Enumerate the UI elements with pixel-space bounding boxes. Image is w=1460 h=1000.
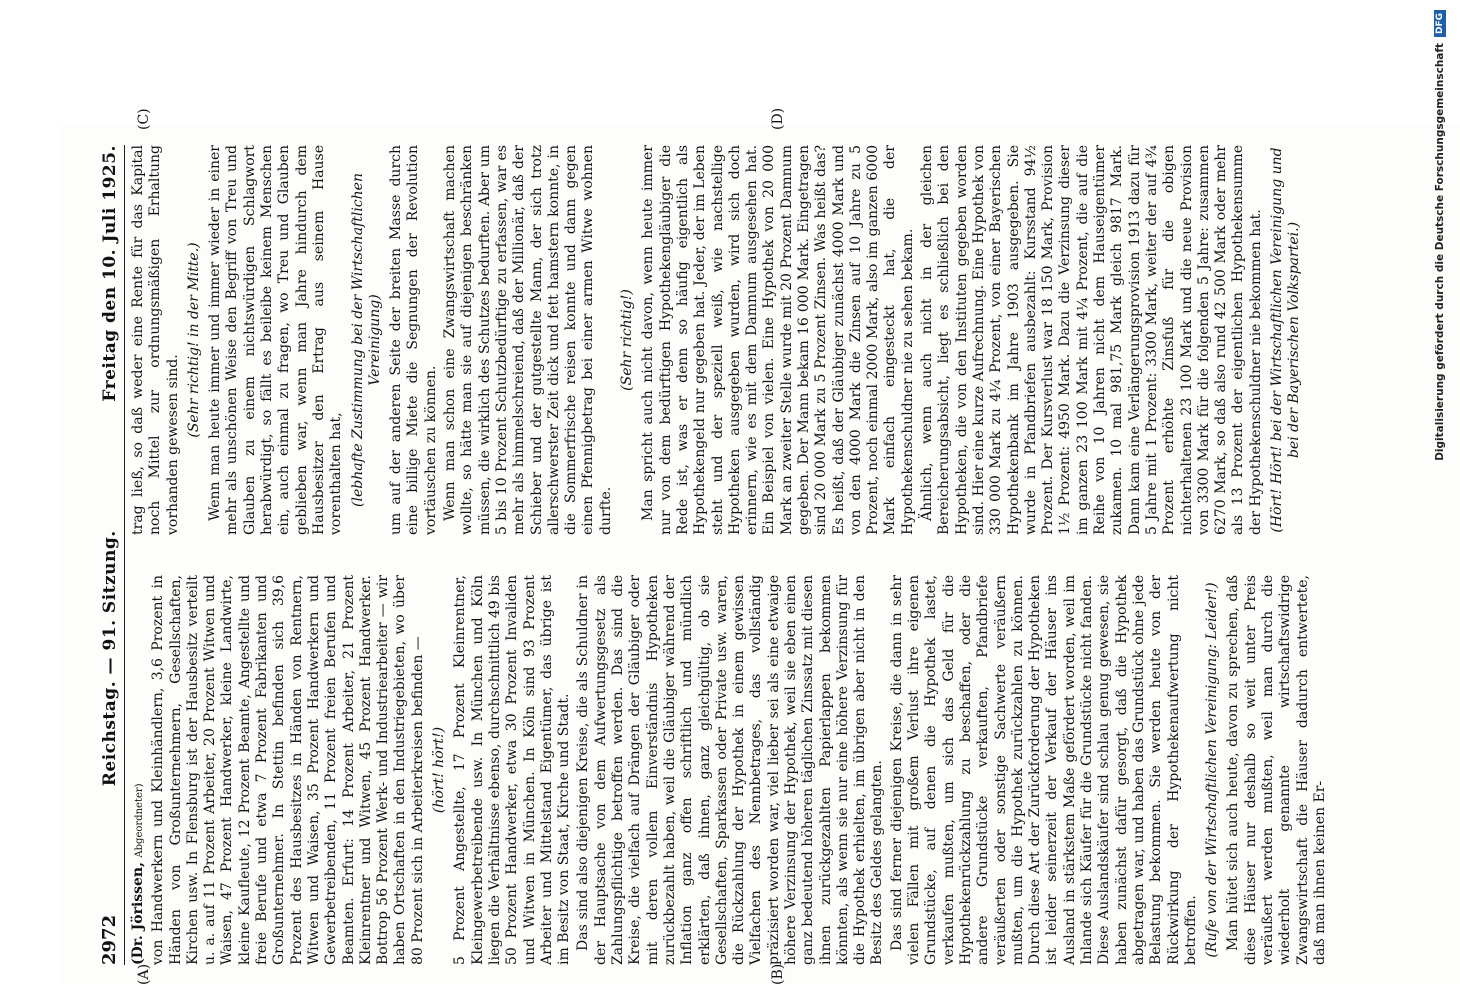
rotated-page bbox=[60, 107, 1460, 985]
digitization-credit bbox=[1405, 13, 1446, 980]
paragraph: Man spricht auch nicht davon, wenn heute immer nur von dem bedürftigen Hypothekengläubiger die Rede ist, was er denn so häufig eigentlich als Hypothekengeld nur gegeben hat. Jeder, der im Leben steht und der speziell weiß, wie nachstellige Hypotheken ausgegeben wurden, wird sich doch erinnern, wie es mit dem Damnum ausgesehen hat. Ein Beispiel von vielen. Eine Hypothek von 20 000 Mark an zweiter Stelle wurde mit 20 Prozent Damnum gegeben. Der Mann bekam 16 000 Mark. Eingetragen sind 20 000 Mark zu 5 Prozent Zinsen. Was heißt das? Es heißt, daß der Gläubiger zunächst 4000 Mark und von den 4000 Mark die Zinsen auf 10 Jahre zu 5 Prozent, noch einmal 2000 Mark, also im ganzen 6000 Mark einfach eingesteckt hat, die der Hypothekenschuldner nie zu sehen bekam. bbox=[640, 145, 916, 535]
speaker-line bbox=[130, 575, 148, 965]
speaker-role: Abgeordneter) bbox=[134, 783, 145, 858]
margin-marker-a: (A) bbox=[136, 963, 152, 985]
interjection: (Rufe von der Wirtschaftlichen Vereinigung: Leider!) bbox=[1204, 582, 1221, 958]
interjection: (Sehr richtig!) bbox=[619, 289, 636, 391]
page-header bbox=[80, 145, 125, 965]
credit-text: Digitalisierung gefördert durch die Deutsche Forschungsgemeinschaft bbox=[1434, 43, 1446, 461]
left-column bbox=[130, 575, 1430, 965]
paragraph: Das sind also diejenigen Kreise, die als Schuldner in der Hauptsache von dem Aufwertungsgesetz als Zahlungspflichtige betroffen werden. Das sind die Kreise, die vielfach auf Drängen der Gläubiger oder mit deren vollem Einverständnis Hypotheken zurückbezahlt haben, weil die Gläubiger während der Inflation ganz offen schriftlich und mündlich erklärten, daß ihnen, ganz gleichgültig, ob sie Gesellschaften, Sparkassen oder Private usw. waren, die Rückzahlung der Hypothek in einem gewissen Vielfachen des Nennbetrages, das vollständig präzisiert worden war, viel lieber sei als eine etwaige höhere Verzinsung der Hypothek, weil sie eben einen ganz bedeutend höheren täglichen Zinssatz mit diesen ihnen zurückgezahlten Papierlappen bekommen könnten, als wenn sie nur eine höhere Verzinsung für die Hypothek erhielten, im übrigen aber nicht in den Besitz des Geldes gelangten. bbox=[575, 575, 886, 965]
paragraph: von Handwerkern und Kleinhändlern, 3,6 Prozent in Händen von Großunternehmern, Gesellschaften, Kirchen usw. In Flensburg ist der Hausbesitz verteilt u. a. auf 11 Prozent Arbeiter, 20 Prozent Witwen und Waisen, 47 Prozent Handwerker, kleine Landwirte, kleine Kaufleute, 12 Prozent Beamte, Angestellte und freie Berufe und etwa 7 Prozent Fabrikanten und Großunternehmer. In Stettin befinden sich 39,6 Prozent des Hausbesitzes in Händen von Rentnern, Witwen und Waisen, 35 Prozent Handwerkern und Gewerbetreibenden, 11 Prozent freien Berufen und Beamten. Erfurt: 14 Prozent Arbeiter, 21 Prozent Kleinrentner und Witwen, 45 Prozent Handwerker. Bottrop 56 Prozent Werk- und Industriearbeiter — wir haben Ortschaften in den Industriegebieten, wo über 80 Prozent sich in Arbeiterkreisen befinden — bbox=[150, 575, 426, 965]
margin-marker-b: (B) bbox=[770, 963, 786, 985]
paragraph: 5 Prozent Angestellte, 17 Prozent Kleinrentner, Kleingewerbetreibende usw. In München und Köln liegen die Verhältnisse ebenso, durchschnittlich 49 bis 50 Prozent Handwerker, etwa 30 Prozent Invaliden und Witwen in München. In Köln sind 93 Prozent Arbeiter und Mittelstand Eigentümer, das übrige ist im Besitz von Staat, Kirche und Stadt. bbox=[452, 575, 573, 965]
paragraph: trag ließ, so daß weder eine Rente für das Kapital noch Mittel zur ordnungsmäßigen Erhaltung vorhanden gewesen sind. bbox=[130, 145, 181, 535]
right-column bbox=[130, 145, 1430, 535]
interjection: (hört! hört!) bbox=[431, 726, 448, 814]
text-columns bbox=[130, 107, 1430, 985]
interjection: (Hört! Hört! bei der Wirtschaftlichen Vereinigung und bei der Bayerischen Volkspartei.) bbox=[1269, 147, 1303, 533]
dfg-logo: DFG bbox=[1434, 10, 1446, 37]
margin-marker-d: (D) bbox=[770, 107, 786, 130]
paragraph: Wenn man schon eine Zwangswirtschaft machen wollte, so hätte man sie auf diejenigen beschränken müssen, die wirklich des Schutzes bedurften. Aber um 5 bis 10 Prozent Schutzbedürftige zu erfassen, war es mehr als himmelschreiend, daß der Millionär, daß der Schieber und der gutgestellte Mann, der sich trotz allerschwerster Zeit dick und fett hamstern konnte, in die Sommerfrische reisen konnte und dann gegen einen Pfennigbetrag bei einer armen Witwe wohnen durfte. bbox=[442, 145, 614, 535]
paragraph: Wenn man heute immer und immer wieder in einer mehr als unschönen Weise den Begriff von Treu und Glauben zu einem nichtswürdigen Schlagwort herabwürdigt, so fällt es beileibe keinem Menschen ein, auch einmal zu fragen, wo Treu und Glauben geblieben war, wenn man Jahre hindurch dem Hausbesitzer den Ertrag aus seinem Hause vorenthalten hat, bbox=[207, 145, 345, 535]
page-number: 2972 bbox=[99, 914, 120, 965]
paragraph: Das sind ferner diejenigen Kreise, die dann in sehr vielen Fällen mit großem Verlust ihre eigenen Grundstücke, auf denen die Hypothek lastet, verkaufen mußten, um sich das Geld für die Hypothekenrückzahlung zu beschaffen, oder die andere Grundstücke verkauften, Pfandbriefe veräußerten oder sonstige Sachwerte veräußern mußten, um die Hypothek zurückzahlen zu können. Durch diese Art der Zurückforderung der Hypotheken ist leider seinerzeit der Verkauf der Häuser ins Ausland in stärkstem Maße gefördert worden, weil im Inlande sich Käufer für die Grundstücke nicht fanden. Diese Auslandskäufer sind schlau genug gewesen, sie haben zunächst dafür gesorgt, daß die Hypothek abgetragen war, und haben das Grundstück ohne jede Belastung bekommen. Sie werden heute von der Rückwirkung der Hypothekenaufwertung nicht betroffen. bbox=[888, 575, 1199, 965]
paragraph: Ähnlich, wenn auch nicht in der gleichen Bereicherungsabsicht, liegt es schließlich bei den Hypotheken, die von den Instituten gegeben worden sind. Hier eine kurze Aufrechnung. Eine Hypothek von 330 000 Mark zu 4¼ Prozent, von einer Bayerischen Hypothekenbank im Jahre 1903 ausgegeben. Sie wurde in Pfandbriefen ausbezahlt: Kursstand 94½ Prozent. Der Kursverlust war 18 150 Mark, Provision 1½ Prozent: 4950 Mark. Dazu die Verzinsung dieser im ganzen 23 100 Mark mit 4¼ Prozent, die auf die Reihe von 10 Jahren nicht dem Hauseigentümer zukamen. 10 mal 981,75 Mark gleich 9817 Mark. Dann kam eine Verlängerungsprovision 1913 dazu für 5 Jahre mit 1 Prozent: 3300 Mark, weiter der auf 4¾ Prozent erhöhte Zinsfuß für die obigen nichterhaltenen 23 100 Mark und die neue Provision von 3300 Mark für die folgenden 5 Jahre: zusammen 6270 Mark, so daß also rund 42 500 Mark oder mehr als 13 Prozent der eigentlichen Hypothekensumme der Hypothekenschuldner nie bekommen hat. bbox=[919, 145, 1264, 535]
interjection: (Sehr richtig! in der Mitte.) bbox=[185, 242, 202, 438]
margin-marker-c: (C) bbox=[136, 108, 152, 130]
speaker-name: (Dr. Jörissen, bbox=[130, 862, 146, 965]
session-date: Freitag den 10. Juli 1925. bbox=[100, 145, 120, 402]
section-title: Reichstag. — 91. Sitzung. bbox=[100, 530, 120, 787]
interjection: (lebhafte Zustimmung bei der Wirtschaftlichen Vereinigung) bbox=[349, 173, 383, 507]
paragraph: um auf der anderen Seite der breiten Masse durch eine billige Miete die Segnungen der Revolution vortäuschen zu können. bbox=[388, 145, 439, 535]
paragraph: Man hütet sich auch heute, davon zu sprechen, daß diese Häuser nur deshalb so weit unter Preis veräußert werden mußten, weil man durch die wiederholt genannte wirtschaftswidrige Zwangswirtschaft die Häuser dadurch entwertete, daß man ihnen keinen Er- bbox=[1225, 575, 1328, 965]
